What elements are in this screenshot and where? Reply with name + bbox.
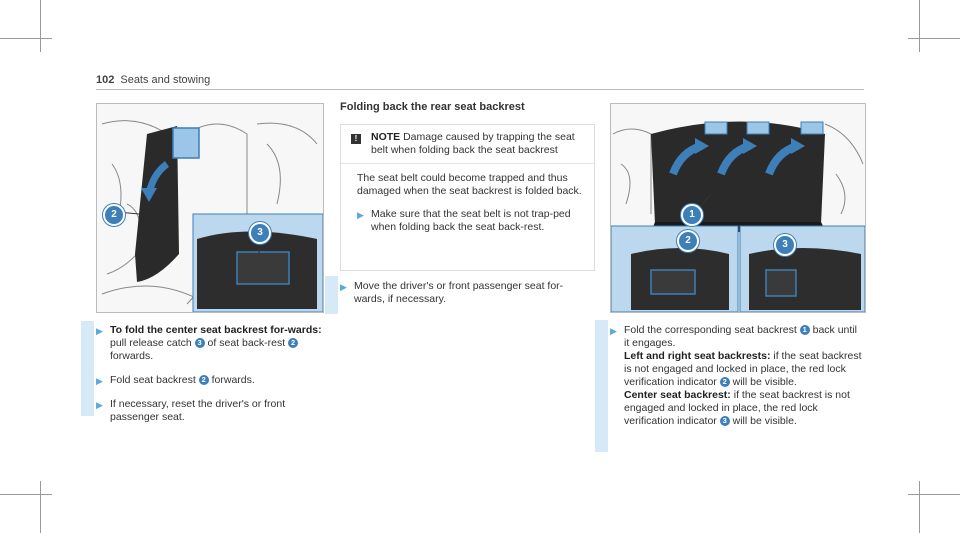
middle-steps — [340, 280, 593, 317]
step-text: will be visible. — [729, 415, 797, 427]
step-item — [96, 374, 322, 387]
callout-ref: 2 — [199, 375, 209, 385]
crop-mark — [919, 0, 920, 52]
callout-ref: 1 — [800, 325, 810, 335]
figure-center-seat-release — [96, 103, 324, 313]
step-text: forwards. — [208, 374, 255, 386]
step-heading: Center seat backrest: — [624, 389, 731, 401]
note-head-text: Damage caused by trapping the seat belt when folding back the seat backrest — [371, 131, 575, 156]
crop-mark — [908, 494, 960, 495]
arrow-icon: ▶ — [340, 282, 347, 292]
callout-3: 3 — [774, 234, 796, 256]
note-text: The seat belt could become trapped and thus damaged when the seat backrest is folded back. — [357, 172, 582, 197]
step-text: Move the driver's or front passenger seat for-wards, if necessary. — [354, 280, 564, 305]
step-text: Make sure that the seat belt is not trap-ped when folding back the seat back-rest. — [371, 208, 571, 233]
step-text: pull release catch — [110, 337, 195, 349]
step-text: if the seat backrest is not engaged and locked in place, the red lock verification indicator — [624, 350, 862, 388]
step-text: forwards. — [110, 350, 154, 362]
step-text: of seat back-rest — [204, 337, 289, 349]
step-item — [96, 324, 322, 363]
step-text: If necessary, reset the driver's or front passenger seat. — [110, 398, 286, 423]
page-number: 102 — [96, 74, 115, 86]
step-text: if the seat backrest is not engaged and locked in place, the red lock verification indicator — [624, 389, 850, 427]
note-header — [341, 125, 594, 164]
step-bar — [325, 276, 338, 314]
crop-mark — [919, 481, 920, 533]
callout-ref: 2 — [720, 377, 730, 387]
warning-icon: ! — [351, 134, 361, 144]
step-bar — [595, 320, 608, 452]
note-body — [341, 164, 594, 234]
section-heading: Folding back the rear seat backrest — [340, 101, 525, 113]
arrow-icon: ▶ — [357, 210, 364, 220]
step-item — [340, 280, 593, 306]
callout-3: 3 — [249, 222, 271, 244]
crop-mark — [0, 494, 52, 495]
section-title: Seats and stowing — [120, 74, 211, 86]
step-heading: To fold the center seat backrest for-wards: — [110, 324, 322, 336]
note-label: NOTE — [371, 131, 401, 143]
step-text: Fold the corresponding seat backrest — [624, 324, 800, 336]
arrow-icon: ▶ — [96, 376, 103, 386]
left-steps — [96, 324, 322, 435]
callout-ref: 3 — [720, 416, 730, 426]
callout-ref: 2 — [288, 338, 298, 348]
step-bar — [81, 321, 94, 416]
step-heading: Left and right seat backrests: — [624, 350, 771, 362]
arrow-icon: ▶ — [96, 326, 103, 336]
crop-mark — [40, 0, 41, 52]
step-item — [610, 324, 864, 428]
page-header — [96, 74, 210, 86]
note-step — [357, 208, 584, 234]
arrow-icon: ▶ — [610, 326, 617, 336]
figure-rear-backrests — [610, 103, 866, 313]
callout-1: 1 — [681, 204, 703, 226]
crop-mark — [908, 38, 960, 39]
callout-ref: 3 — [195, 338, 205, 348]
arrow-icon: ▶ — [96, 400, 103, 410]
step-item — [96, 398, 322, 424]
header-rule — [96, 89, 864, 90]
crop-mark — [40, 481, 41, 533]
step-text: back until it engages. — [624, 324, 857, 349]
callout-2: 2 — [677, 230, 699, 252]
step-text: Fold seat backrest — [110, 374, 199, 386]
callout-2: 2 — [103, 204, 125, 226]
right-steps — [610, 324, 864, 439]
step-text: will be visible. — [729, 376, 797, 388]
note-box — [340, 124, 595, 271]
crop-mark — [0, 38, 52, 39]
